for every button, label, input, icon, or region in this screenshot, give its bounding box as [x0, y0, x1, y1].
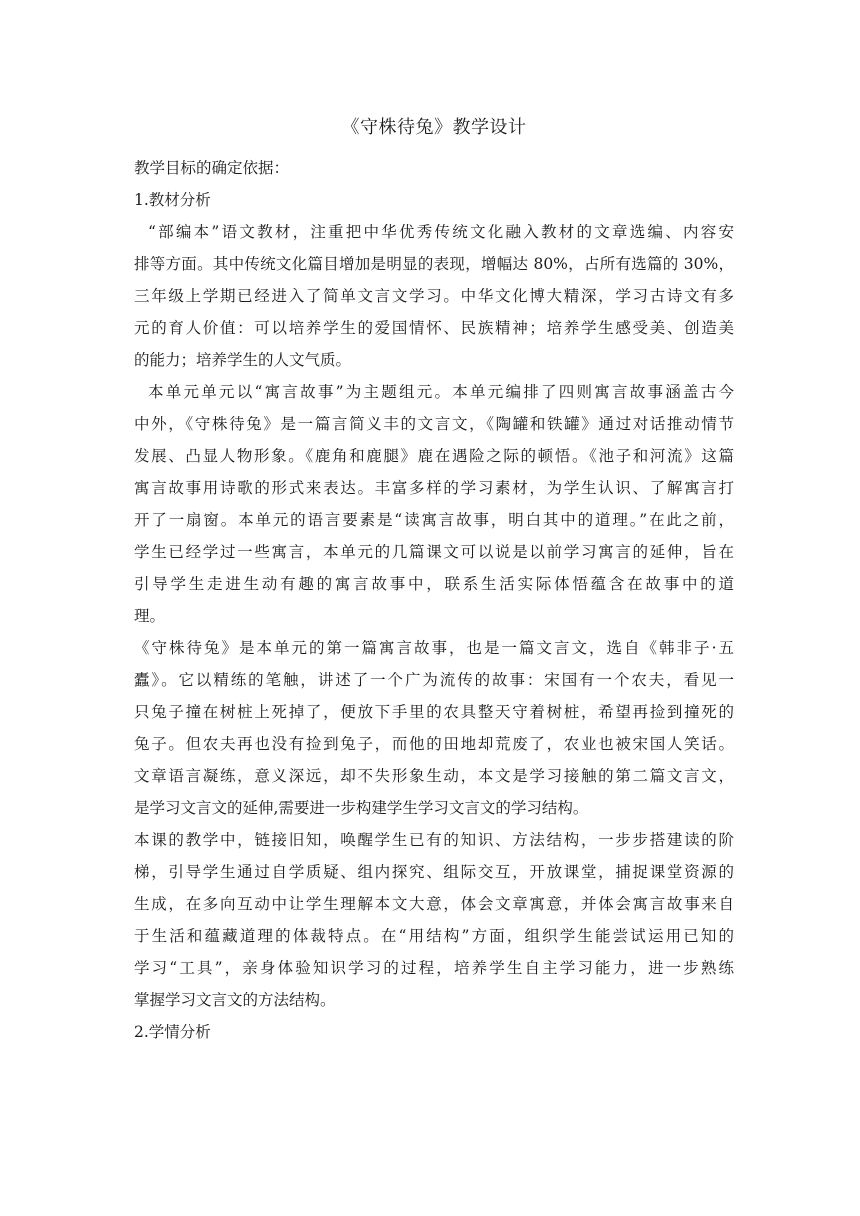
paragraph-line: 的能力；培养学生的人文气质。 [134, 351, 352, 369]
paragraph-line: 理。 [134, 607, 166, 625]
paragraph-line: 中外，《守株待兔》是一篇言简义丰的文言文，《陶罐和铁罐》通过对话推动情节 [134, 415, 734, 433]
paragraph-line: 生成，在多向互动中让学生理解本文大意，体会文章寓意，并体会寓言故事来自 [134, 895, 734, 913]
paragraph-line: 掌握学习文言文的方法结构。 [134, 991, 336, 1009]
paragraph-teaching-approach [134, 824, 734, 1016]
paragraph-textbook-intro [134, 216, 734, 376]
paragraph-line: 兔子。但农夫再也没有捡到兔子，而他的田地却荒废了，农业也被宋国人笑话。 [134, 735, 734, 753]
paragraph-line: “部编本”语文教材，注重把中华优秀传统文化融入教材的文章选编、内容安 [148, 223, 734, 241]
paragraph-unit-overview [134, 376, 734, 632]
section-heading-textbook-analysis: 1.教材分析 [134, 191, 211, 209]
paragraph-line: 本单元单元以“寓言故事”为主题组元。本单元编排了四则寓言故事涵盖古今 [148, 383, 734, 401]
paragraph-line: 排等方面。其中传统文化篇目增加是明显的表现，增幅达 80%，占所有选篇的 30%， [134, 255, 734, 273]
paragraph-line: 学习“工具”，亲身体验知识学习的过程，培养学生自主学习能力，进一步熟练 [134, 959, 734, 977]
paragraph-line: 只兔子撞在树桩上死掉了，便放下手里的农具整天守着树桩，希望再捡到撞死的 [134, 703, 734, 721]
basis-heading: 教学目标的确定依据： [134, 159, 290, 177]
paragraph-line: 三年级上学期已经进入了简单文言文学习。中华文化博大精深，学习古诗文有多 [134, 287, 734, 305]
paragraph-line: 于生活和蕴藏道理的体裁特点。在“用结构”方面，组织学生能尝试运用已知的 [134, 927, 734, 945]
paragraph-line: 是学习文言文的延伸,需要进一步构建学生学习文言文的学习结构。 [134, 799, 589, 817]
paragraph-line: 梯，引导学生通过自学质疑、组内探究、组际交互，开放课堂，捕捉课堂资源的 [134, 863, 734, 881]
paragraph-line: 《守株待兔》是本单元的第一篇寓言故事，也是一篇文言文，选自《韩非子·五 [134, 639, 734, 657]
paragraph-line: 开了一扇窗。本单元的语言要素是“读寓言故事，明白其中的道理。”在此之前， [134, 511, 734, 529]
document-title: 《守株待兔》教学设计 [341, 117, 527, 138]
section-heading-student-analysis: 2.学情分析 [134, 1023, 211, 1041]
paragraph-line: 寓言故事用诗歌的形式来表达。丰富多样的学习素材，为学生认识、了解寓言打 [134, 479, 734, 497]
paragraph-line: 蠹》。它以精练的笔触，讲述了一个广为流传的故事：宋国有一个农夫，看见一 [134, 671, 734, 689]
paragraph-line: 元的育人价值：可以培养学生的爱国情怀、民族精神；培养学生感受美、创造美 [134, 319, 734, 337]
paragraph-line: 本课的教学中，链接旧知，唤醒学生已有的知识、方法结构，一步步搭建读的阶 [134, 831, 734, 849]
paragraph-line: 文章语言凝练，意义深远，却不失形象生动，本文是学习接触的第二篇文言文， [134, 767, 734, 785]
paragraph-lesson-text [134, 632, 734, 824]
paragraph-line: 学生已经学过一些寓言，本单元的几篇课文可以说是以前学习寓言的延伸，旨在 [134, 543, 734, 561]
paragraph-line: 引导学生走进生动有趣的寓言故事中，联系生活实际体悟蕴含在故事中的道 [134, 575, 734, 593]
paragraph-line: 发展、凸显人物形象。《鹿角和鹿腿》鹿在遇险之际的顿悟。《池子和河流》这篇 [134, 447, 734, 465]
document-page [134, 112, 734, 1048]
